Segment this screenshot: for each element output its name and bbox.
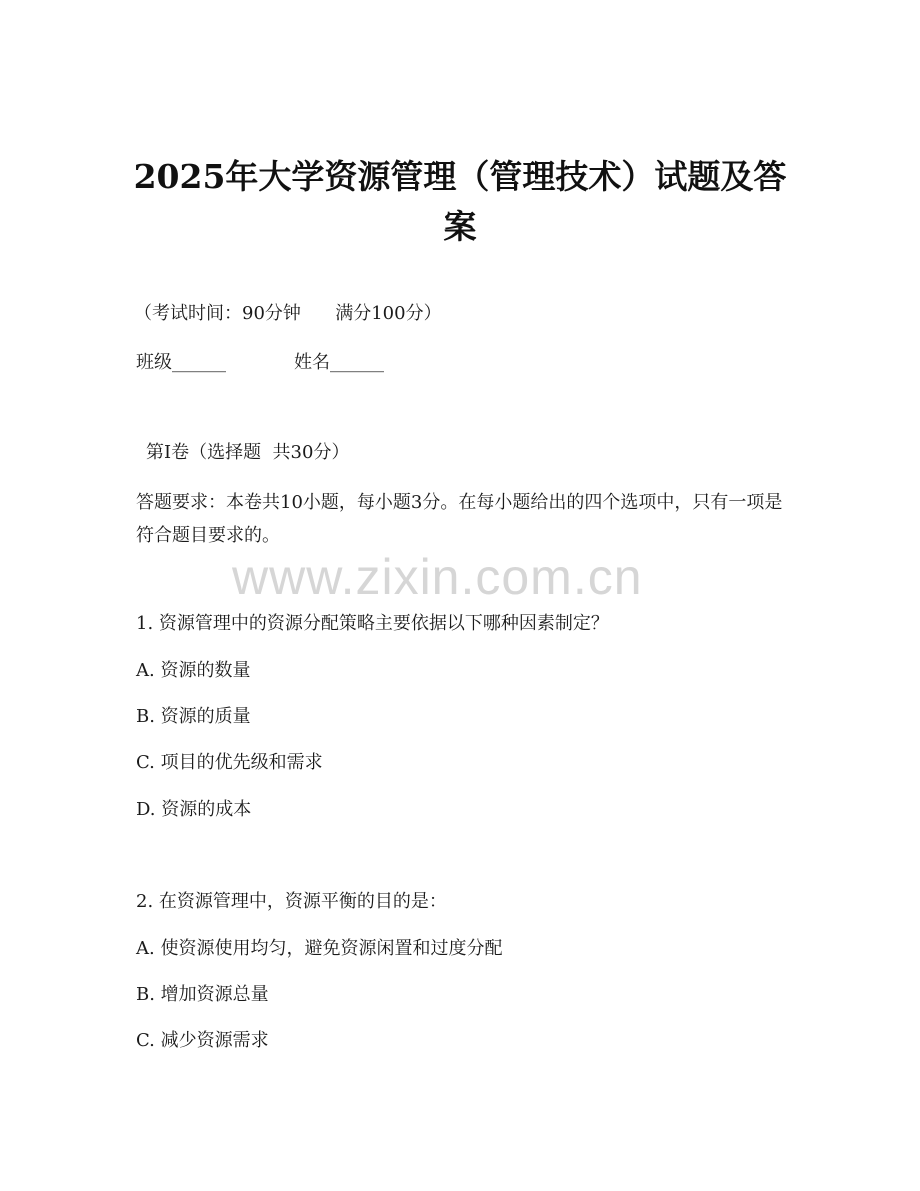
- question-1-stem: 1. 资源管理中的资源分配策略主要依据以下哪种因素制定？: [136, 613, 609, 634]
- watermark: www.zixin.com.cn: [232, 549, 643, 605]
- question-1-option-b: B. 资源的质量: [136, 706, 251, 727]
- question-1-option-d: D. 资源的成本: [136, 799, 252, 820]
- class-field-label: 班级______: [136, 352, 226, 373]
- instructions-text: 答题要求：本卷共10小题，每小题3分。在每小题给出的四个选项中，只有一项是符合题目要求的。: [136, 492, 783, 546]
- document-title: [120, 152, 800, 252]
- question-1-option-a: A. 资源的数量: [136, 660, 251, 681]
- question-2-option-a: A. 使资源使用均匀，避免资源闲置和过度分配: [136, 938, 503, 959]
- question-1-option-c: C. 项目的优先级和需求: [136, 752, 323, 773]
- question-2-option-c: C. 减少资源需求: [136, 1030, 269, 1051]
- section-heading: 第I卷（选择题 共30分）: [146, 442, 350, 463]
- question-2-option-b: B. 增加资源总量: [136, 984, 269, 1005]
- title-line-1: 2025年大学资源管理（管理技术）试题及答: [133, 157, 787, 196]
- name-field-label: 姓名______: [294, 352, 384, 373]
- title-line-2: 案: [443, 207, 477, 246]
- exam-info: （考试时间：90分钟 满分100分）: [134, 303, 442, 324]
- question-2-stem: 2. 在资源管理中，资源平衡的目的是：: [136, 891, 447, 912]
